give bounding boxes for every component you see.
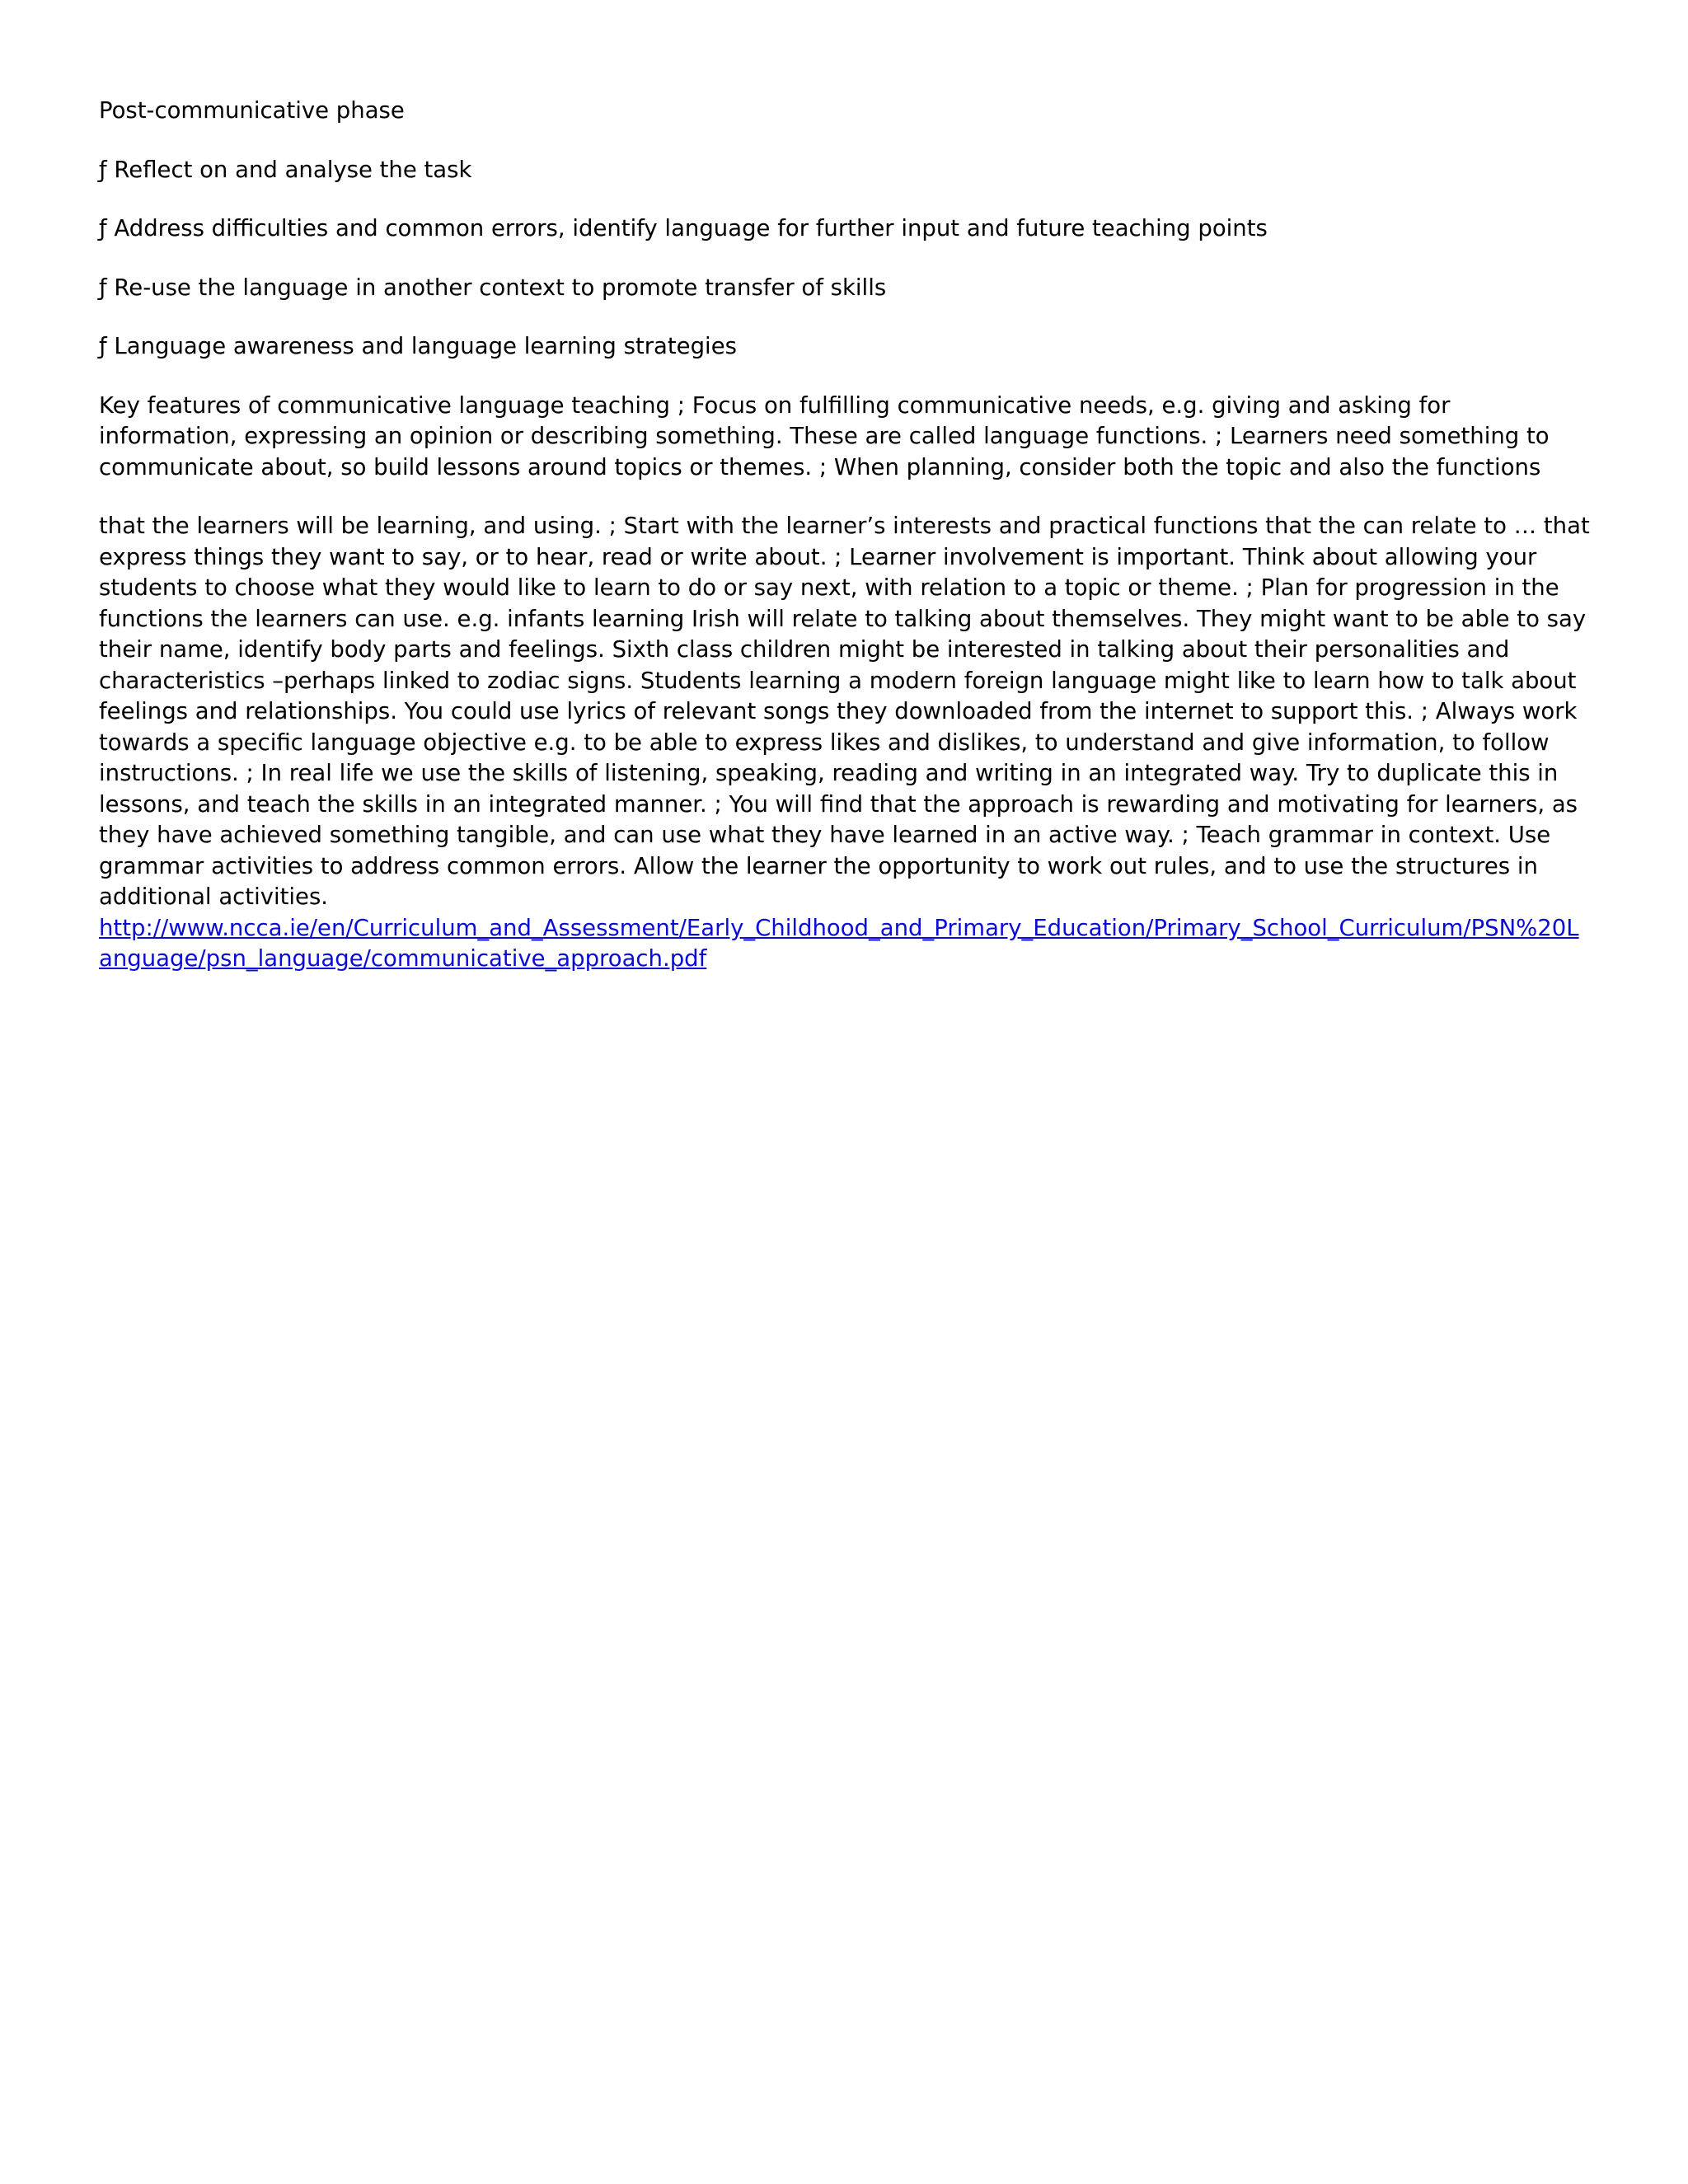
bullet-reflect: ƒ Reflect on and analyse the task: [99, 156, 472, 183]
bullet-language-awareness: ƒ Language awareness and language learning strategies: [99, 333, 737, 359]
document-page: [99, 96, 1591, 975]
learners-paragraph: that the learners will be learning, and using. ; Start with the learner’s interests and practical functions that the can relate to … that express things they want to say, or to hear, read or write about. ; Learner involvement is important. Think about allowing your students to choose what they would like to learn to do or say next, with relation to a topic or theme. ; Plan for progression in the functions the learners can use. e.g. infants learning Irish will relate to talking about themselves. They might want to be able to say their name, identify body parts and feelings. Sixth class children might be interested in talking about their personalities and characteristics –perhaps linked to zodiac signs. Students learning a modern foreign language might like to learn how to talk about feelings and relationships. You could use lyrics of relevant songs they downloaded from the internet to support this. ; Always work towards a specific language objective e.g. to be able to express likes and dislikes, to understand and give information, to follow instructions. ; In real life we use the skills of listening, speaking, reading and writing in an integrated way. Try to duplicate this in lessons, and teach the skills in an integrated manner. ; You will find that the approach is rewarding and motivating for learners, as they have achieved something tangible, and can use what they have learned in an active way. ; Teach grammar in context. Use grammar activities to address common errors. Allow the learner the opportunity to work out rules, and to use the structures in additional activities.: [99, 513, 1590, 910]
key-features-paragraph: Key features of communicative language teaching ; Focus on fulfilling communicative needs, e.g. giving and asking for information, expressing an opinion or describing something. These are called language functions. ; Learners need something to communicate about, so build lessons around topics or themes. ; When planning, consider both the topic and also the functions: [99, 391, 1550, 480]
bullet-reuse-language: ƒ Re-use the language in another context to promote transfer of skills: [99, 274, 887, 301]
section-heading: Post-communicative phase: [99, 97, 405, 124]
source-link[interactable]: http://www.ncca.ie/en/Curriculum_and_Assessment/Early_Childhood_and_Primary_Education/Primary_School_Curriculum/PSN%20Language/psn_language/communicative_approach.pdf: [99, 914, 1579, 972]
bullet-address-difficulties: ƒ Address difficulties and common errors, identify language for further input and future teaching points: [99, 215, 1268, 241]
